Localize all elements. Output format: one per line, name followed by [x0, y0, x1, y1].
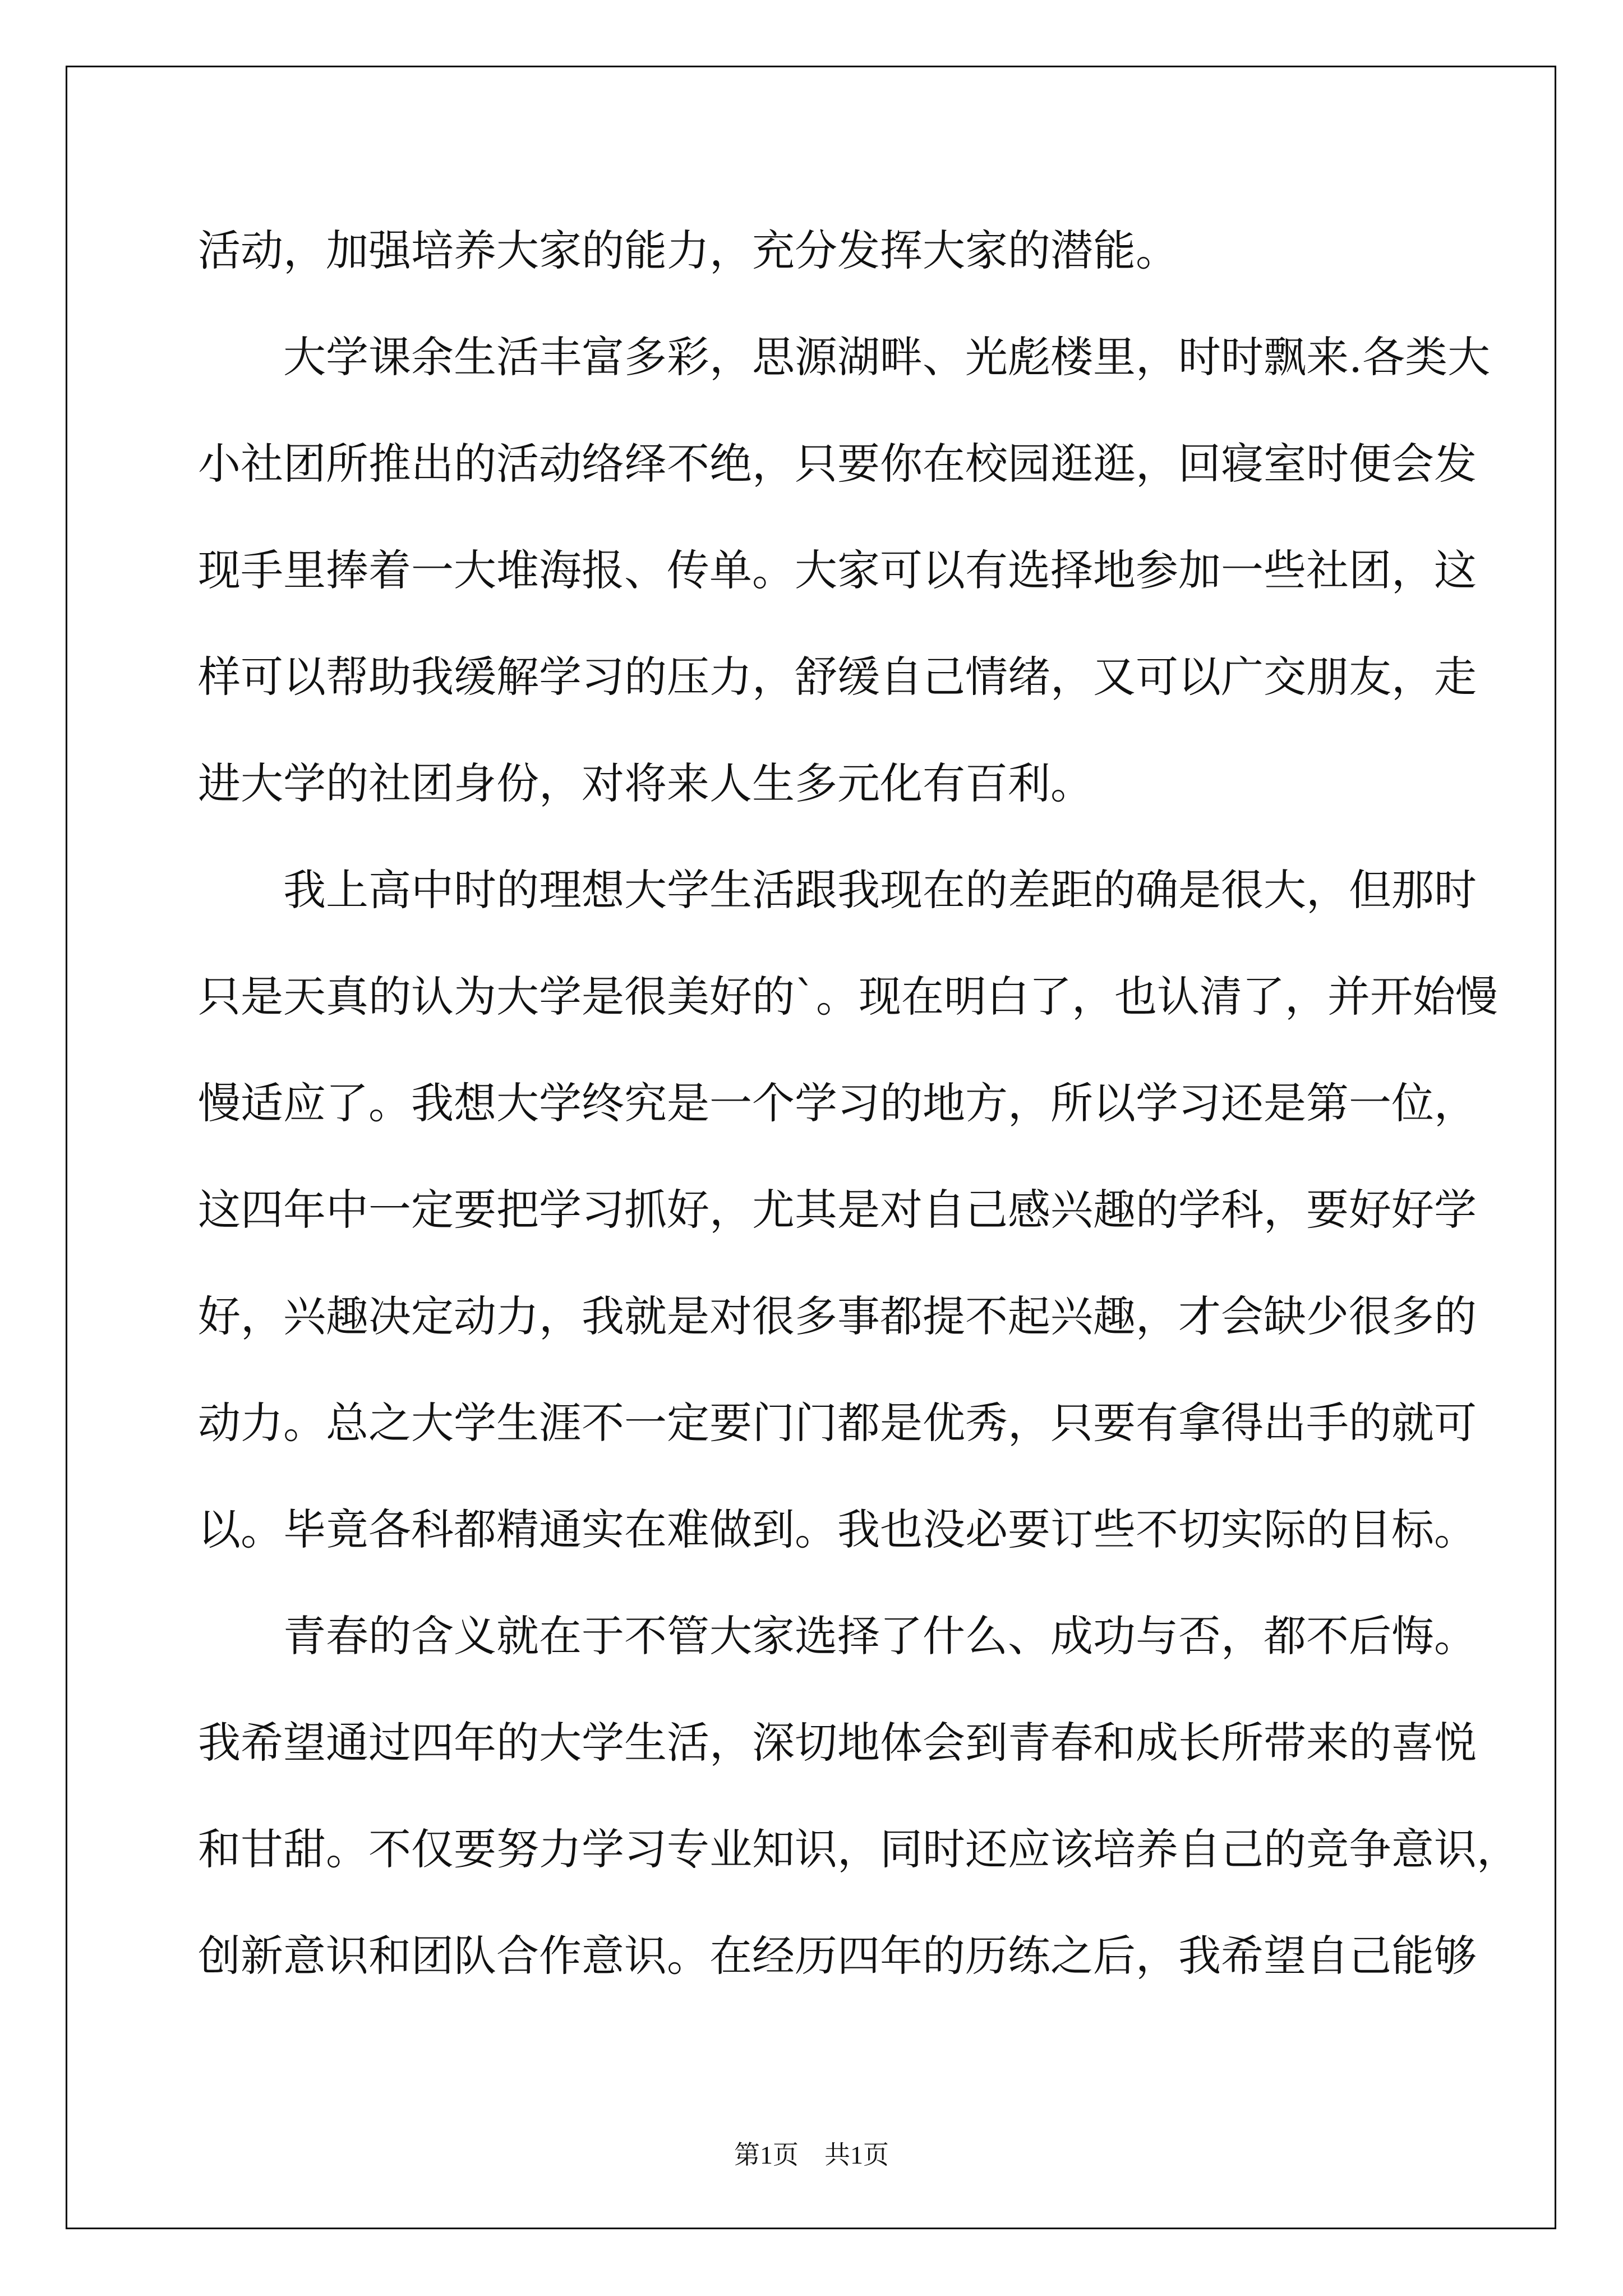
- text-line: 我上高中时的理想大学生活跟我现在的差距的确是很大，但那时: [283, 865, 1477, 915]
- document-body: [198, 197, 1519, 2009]
- text-line: 好，兴趣决定动力，我就是对很多事都提不起兴趣，才会缺少很多的: [198, 1291, 1477, 1341]
- text-line: 样可以帮助我缓解学习的压力，舒缓自己情绪，又可以广交朋友，走: [198, 652, 1477, 702]
- text-line: 慢适应了。我想大学终究是一个学习的地方，所以学习还是第一位，: [198, 1078, 1477, 1128]
- text-line: 创新意识和团队合作意识。在经历四年的历练之后，我希望自己能够: [198, 1931, 1477, 1981]
- text-line: 以。毕竟各科都精通实在难做到。我也没必要订些不切实际的目标。: [198, 1504, 1477, 1554]
- text-line: 青春的含义就在于不管大家选择了什么、成功与否，都不后悔。: [283, 1611, 1477, 1661]
- text-line: 进大学的社团身份，对将来人生多元化有百利。: [198, 758, 1093, 808]
- page-number-footer: 第1页 共1页: [734, 2141, 889, 2169]
- text-line: 小社团所推出的活动络绎不绝，只要你在校园逛逛，回寝室时便会发: [198, 439, 1477, 489]
- text-line: 大学课余生活丰富多彩，思源湖畔、光彪楼里，时时飘来.各类大: [283, 332, 1491, 382]
- text-line: 我希望通过四年的大学生活，深切地体会到青春和成长所带来的喜悦: [198, 1718, 1477, 1768]
- text-line: 动力。总之大学生涯不一定要门门都是优秀，只要有拿得出手的就可: [198, 1398, 1477, 1448]
- text-line: 活动，加强培养大家的能力，充分发挥大家的潜能。: [198, 226, 1178, 275]
- text-line: 现手里捧着一大堆海报、传单。大家可以有选择地参加一些社团，这: [198, 545, 1477, 595]
- text-line: 和甘甜。不仅要努力学习专业知识，同时还应该培养自己的竞争意识，: [198, 1824, 1519, 1874]
- text-line: 这四年中一定要把学习抓好，尤其是对自己感兴趣的学科，要好好学: [198, 1185, 1477, 1235]
- text-line: 只是天真的认为大学是很美好的`。现在明白了，也认清了，并开始慢: [198, 972, 1498, 1022]
